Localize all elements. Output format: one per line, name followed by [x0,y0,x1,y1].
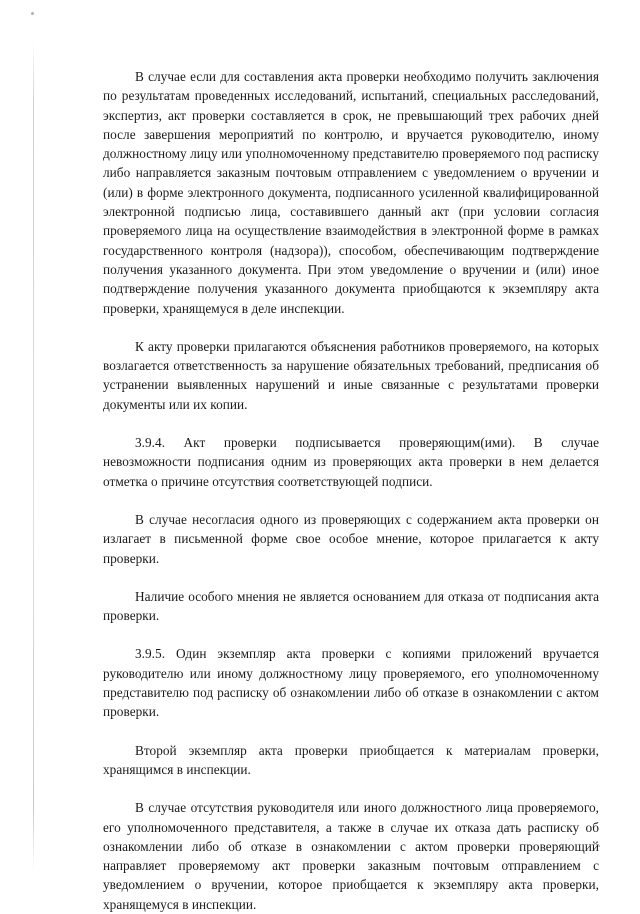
paragraph-absence-mailing: В случае отсутствия руководителя или иного должностного лица проверяемого, его уполномоченного представителя, а также в случае их отказа дать расписку об ознакомлении либо об отказе в ознакомлении с актом проверки проверяющий направляет проверяемому акт проверки заказным почтовым отправлением с уведомлением о вручении, которое приобщается к экземпляру акта проверки, хранящемуся в инспекции. [103,800,599,912]
paragraph-second-copy: Второй экземпляр акта проверки приобщается к материалам проверки, хранящимся в инспекции. [103,742,599,777]
paragraph-3-9-5-delivery: 3.9.5. Один экземпляр акта проверки с копиями приложений вручается руководителю или иному должностному лицу проверяемого, его уполномоченному представителю под расписку об ознакомлении либо об отказе в ознакомлении с актом проверки. [103,646,599,720]
scan-margin-line [33,38,34,873]
paragraph-act-attachments: К акту проверки прилагаются объяснения работников проверяемого, на которых возлагается ответственность за нарушение обязательных требований, предписания об устранении выявленных нарушений и иные связанные с результатами проверки документы или их копии. [103,338,599,412]
paragraph-act-deadline: В случае если для составления акта проверки необходимо получить заключения по результатам проведенных исследований, испытаний, специальных расследований, экспертиз, акт проверки составляется в срок, не превышающий трех рабочих дней после завершения мероприятий по контролю, и вручается руководителю, иному должностному лицу или уполномоченному представителю проверяемого под расписку либо направляется заказным почтовым отправлением с уведомлением о вручении и (или) в форме электронного документа, подписанного усиленной квалифицированной электронной подписью лица, составившего данный акт (при условии согласия проверяемого лица на осуществление взаимодействия в электронной форме в рамках государственного контроля (надзора)), способом, обеспечивающим подтверждение получения указанного документа. При этом уведомление о вручении и (или) иное подтверждение получения указанного документа приобщаются к экземпляру акта проверки, хранящемуся в деле инспекции. [103,69,599,316]
paragraph-dissent: В случае несогласия одного из проверяющих с содержанием акта проверки он излагает в письменной форме свое особое мнение, которое прилагается к акту проверки. [103,511,599,566]
paragraph-3-9-4-signing: 3.9.4. Акт проверки подписывается проверяющим(ими). В случае невозможности подписания одним из проверяющих акта проверки в нем делается отметка о причине отсутствия соответствующей подписи. [103,435,599,489]
scan-mark-dot [31,12,34,15]
document-body [103,67,599,914]
paragraph-dissent-not-grounds: Наличие особого мнения не является основанием для отказа от подписания акта проверки. [103,588,599,624]
